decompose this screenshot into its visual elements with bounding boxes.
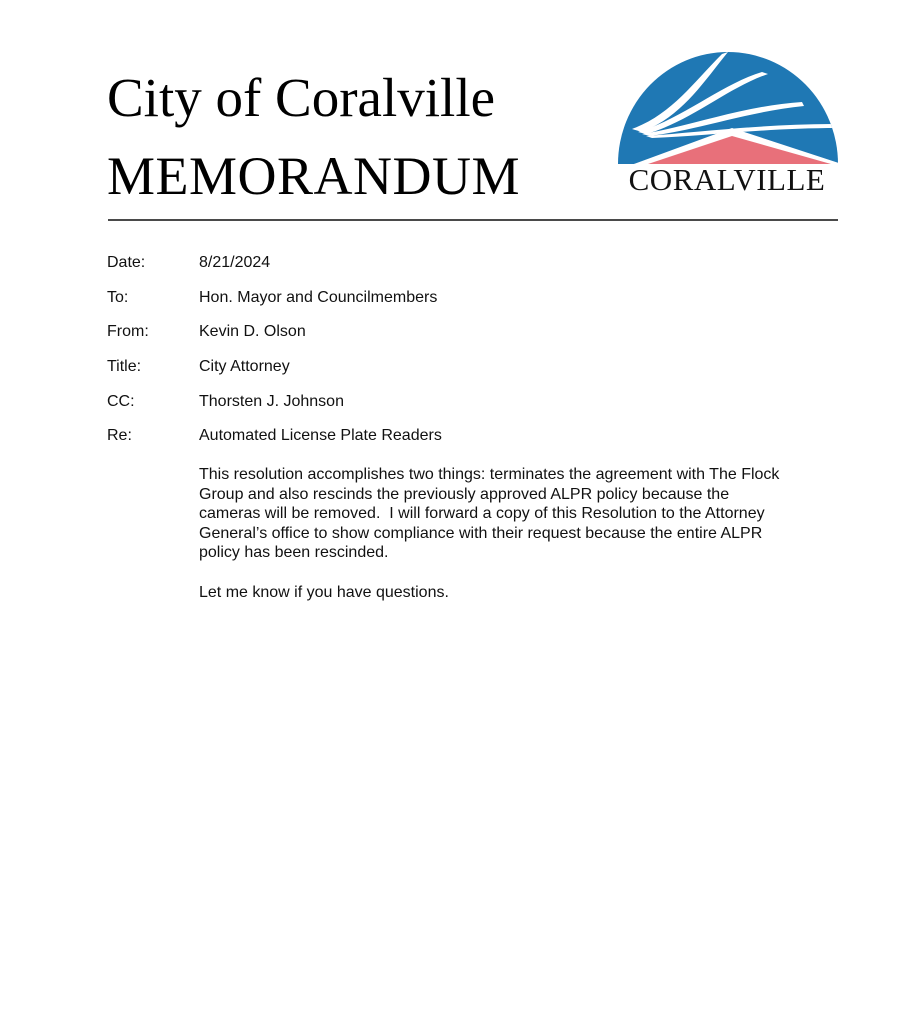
field-title bbox=[107, 356, 847, 378]
memo-heading: MEMORANDUM bbox=[107, 146, 521, 206]
memo-closing: Let me know if you have questions. bbox=[199, 584, 449, 601]
body-line: This resolution accomplishes two things: terminates the agreement with The Flock bbox=[199, 466, 780, 483]
field-cc bbox=[107, 391, 847, 413]
field-from bbox=[107, 321, 847, 343]
field-label: CC: bbox=[107, 393, 135, 410]
field-value: City Attorney bbox=[199, 358, 290, 375]
header-divider bbox=[108, 219, 838, 221]
field-value: Thorsten J. Johnson bbox=[199, 393, 344, 410]
field-date bbox=[107, 252, 847, 274]
body-line: General’s office to show compliance with their request because the entire ALPR bbox=[199, 524, 763, 542]
body-line: cameras will be removed. I will forward a copy of this Resolution to the Attorney bbox=[199, 505, 765, 523]
field-label: From: bbox=[107, 323, 149, 340]
field-label: Re: bbox=[107, 427, 132, 444]
field-value: Automated License Plate Readers bbox=[199, 427, 442, 444]
field-value: Kevin D. Olson bbox=[199, 323, 306, 340]
field-label: To: bbox=[107, 289, 129, 306]
memo-body-paragraph bbox=[199, 465, 839, 563]
field-to bbox=[107, 287, 847, 309]
field-re bbox=[107, 425, 847, 447]
memo-city-title: City of Coralville bbox=[107, 67, 496, 128]
field-label: Date: bbox=[107, 254, 146, 271]
field-value: 8/21/2024 bbox=[199, 254, 271, 271]
field-value: Hon. Mayor and Councilmembers bbox=[199, 289, 438, 306]
body-line: Group and also rescinds the previously approved ALPR policy because the bbox=[199, 485, 730, 503]
logo-wordmark: CORALVILLE bbox=[628, 162, 826, 197]
body-line: policy has been rescinded. bbox=[199, 544, 389, 562]
field-label: Title: bbox=[107, 358, 142, 375]
